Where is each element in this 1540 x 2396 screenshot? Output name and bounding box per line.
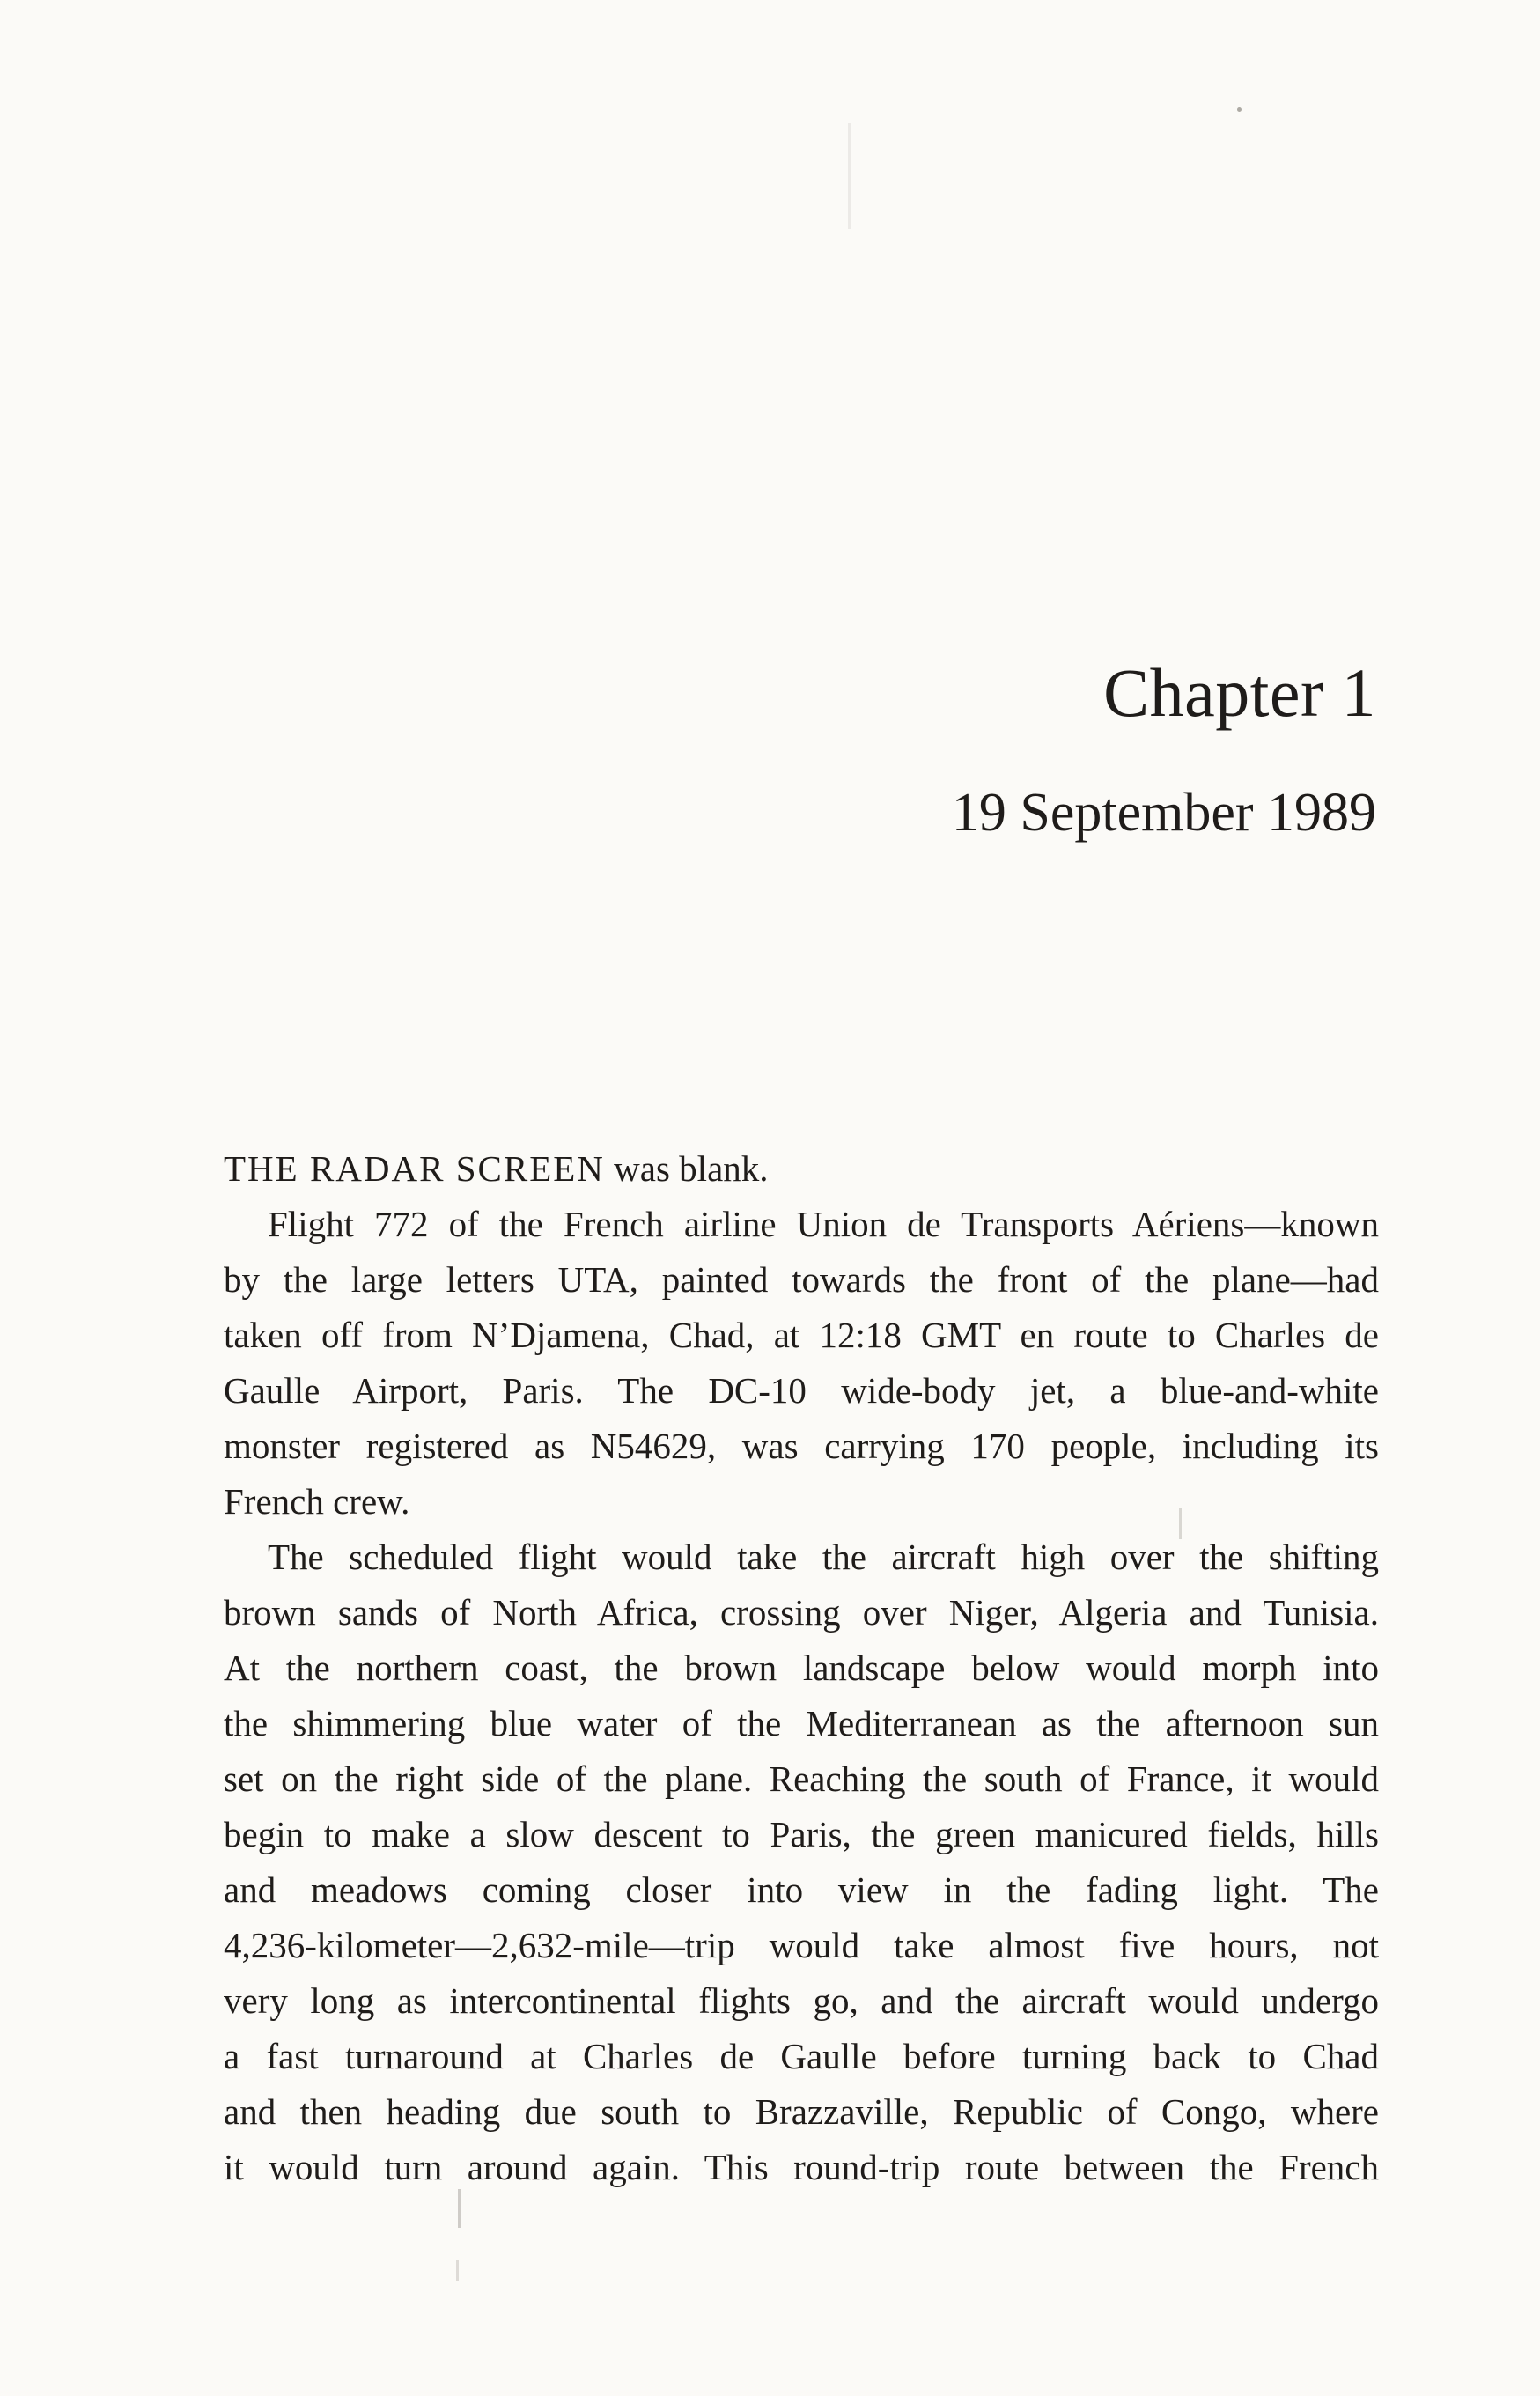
text-line: monster registered as N54629, was carrying 170 people, including its [224,1426,1379,1466]
scan-fleck [456,2260,459,2281]
scan-speck [1237,107,1242,112]
text-line: set on the right side of the plane. Reaching the south of France, it would [224,1758,1379,1799]
text-line: taken off from N’Djamena, Chad, at 12:18 GMT en route to Charles de [224,1315,1379,1355]
text-line: a fast turnaround at Charles de Gaulle before turning back to Chad [224,2036,1379,2076]
paragraph [224,1197,1379,1530]
text-line: begin to make a slow descent to Paris, the green manicured fields, hills [224,1814,1379,1854]
text-line: The scheduled flight would take the aircraft high over the shifting [268,1537,1379,1577]
text-line: Flight 772 of the French airline Union de Transports Aériens—known [268,1204,1379,1244]
scan-fleck [848,123,851,229]
text-line: very long as intercontinental flights go, and the aircraft would undergo [224,1980,1379,2021]
chapter-body [224,1141,1379,2195]
chapter-date: 19 September 1989 [951,783,1376,843]
text-line: 4,236-kilometer—2,632-mile—trip would take almost five hours, not [224,1925,1379,1965]
text-line: French crew. [224,1481,410,1522]
chapter-title: Chapter 1 [1103,654,1376,731]
text-line: by the large letters UTA, painted towards the front of the plane—had [224,1259,1379,1300]
text-line: and then heading due south to Brazzaville, Republic of Congo, where [224,2091,1379,2132]
text-line [224,1141,1379,1197]
chapter-heading [951,654,1376,843]
paragraph [224,1530,1379,2195]
text-line: Gaulle Airport, Paris. The DC-10 wide-body jet, a blue-and-white [224,1370,1379,1411]
text-line: the shimmering blue water of the Mediterranean as the afternoon sun [224,1703,1379,1744]
opening-small-caps: THE RADAR SCREEN [224,1148,605,1189]
text-line: brown sands of North Africa, crossing over Niger, Algeria and Tunisia. [224,1592,1379,1633]
text-line: it would turn around again. This round-trip route between the French [224,2147,1379,2187]
text-line: and meadows coming closer into view in the fading light. The [224,1869,1379,1910]
text-line: At the northern coast, the brown landscape below would morph into [224,1648,1379,1688]
opening-paragraph [224,1141,1379,1197]
text-line-content: was blank. [604,1148,769,1189]
